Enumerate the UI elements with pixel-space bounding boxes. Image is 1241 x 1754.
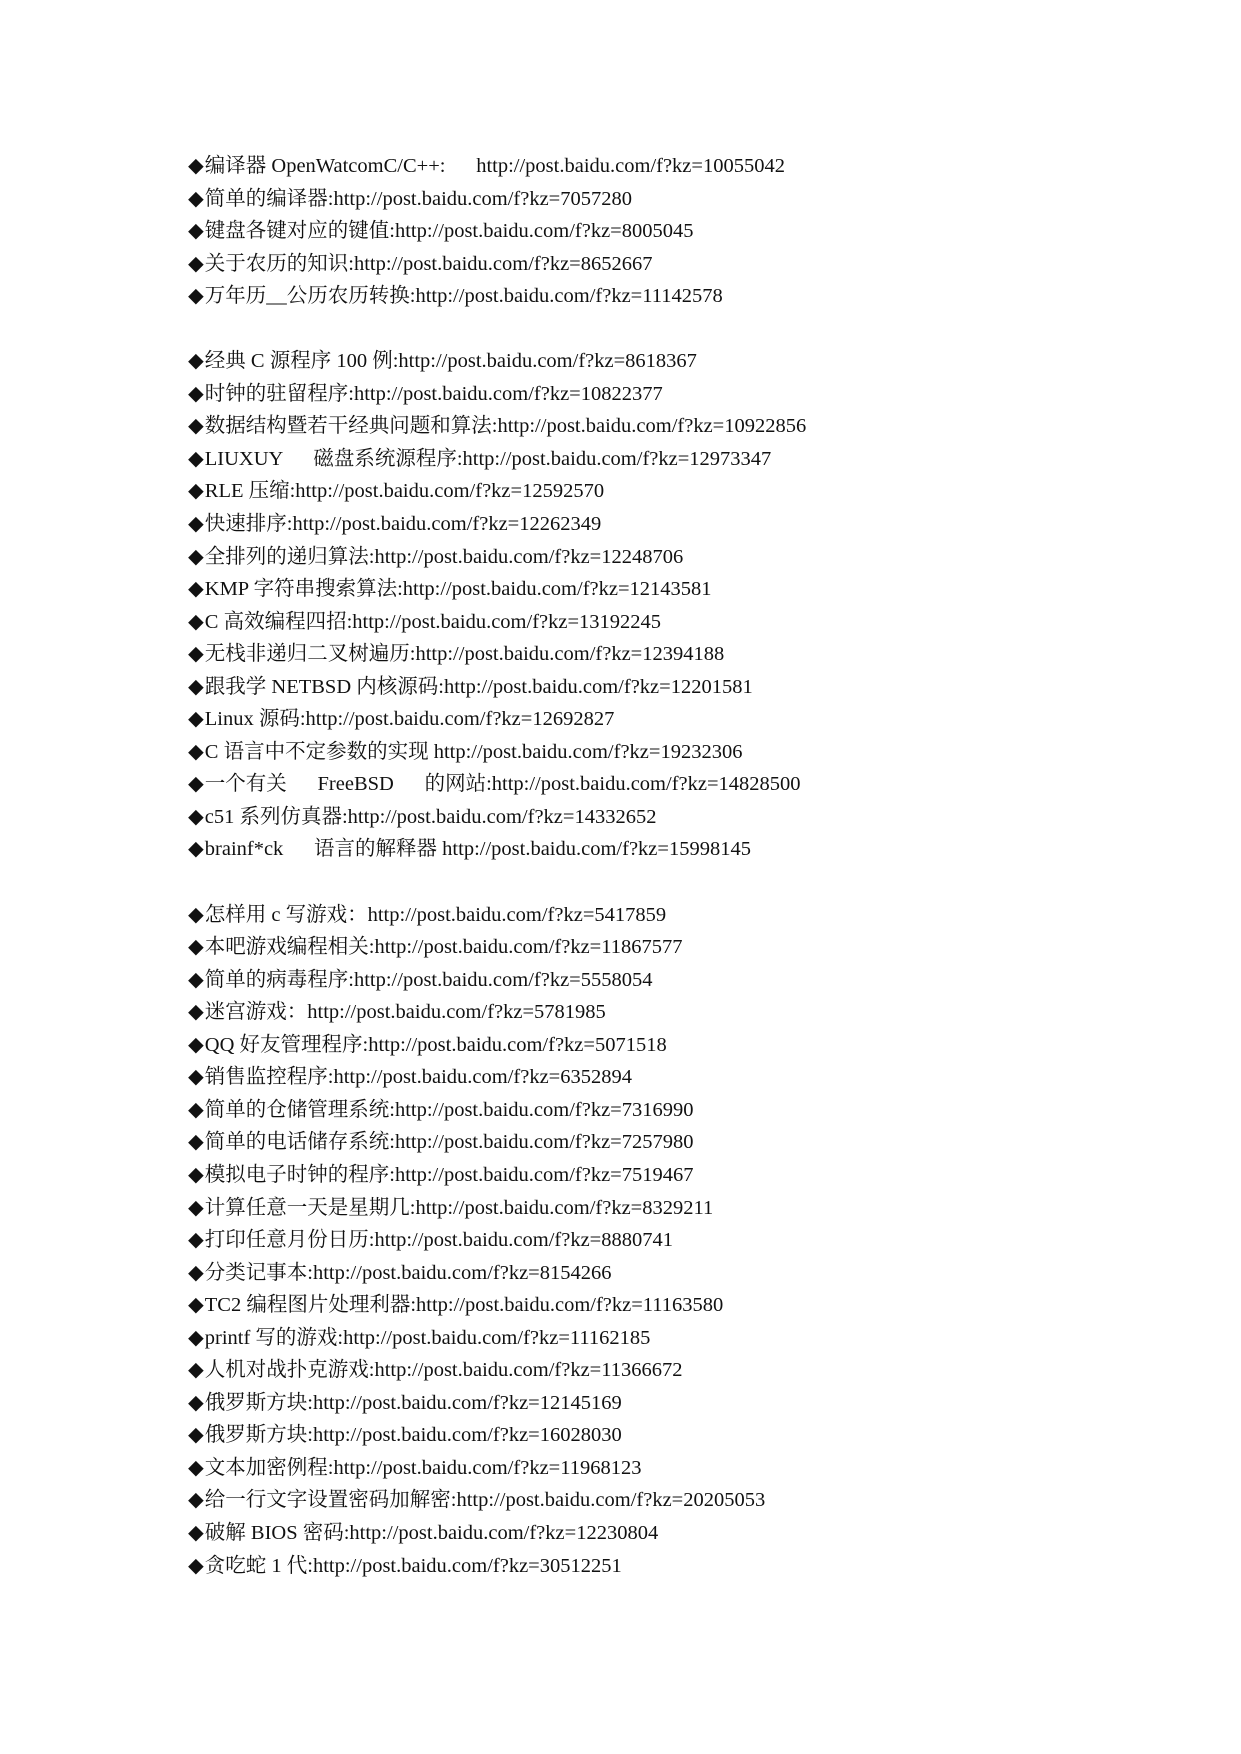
diamond-bullet-icon: ◆ xyxy=(188,1424,204,1447)
list-item xyxy=(188,801,1188,834)
list-item xyxy=(188,345,1188,378)
list-item-text: 迷宫游戏：http://post.baidu.com/f?kz=5781985 xyxy=(204,1001,606,1024)
diamond-bullet-icon: ◆ xyxy=(188,708,204,731)
list-item xyxy=(188,183,1188,216)
list-item xyxy=(188,443,1188,476)
list-item-text: 简单的编译器:http://post.baidu.com/f?kz=7057280 xyxy=(204,187,632,210)
list-item xyxy=(188,1289,1188,1322)
diamond-bullet-icon: ◆ xyxy=(188,350,204,373)
diamond-bullet-icon: ◆ xyxy=(188,1261,204,1284)
section-spacer xyxy=(188,866,1188,899)
list-item xyxy=(188,1517,1188,1550)
list-item-text: c51 系列仿真器:http://post.baidu.com/f?kz=14332652 xyxy=(204,805,657,828)
diamond-bullet-icon: ◆ xyxy=(188,1391,204,1414)
list-item-text: 分类记事本:http://post.baidu.com/f?kz=8154266 xyxy=(204,1261,612,1284)
list-item-text: 跟我学 NETBSD 内核源码:http://post.baidu.com/f?kz=12201581 xyxy=(204,675,753,698)
diamond-bullet-icon: ◆ xyxy=(188,382,204,405)
list-item xyxy=(188,541,1188,574)
diamond-bullet-icon: ◆ xyxy=(188,838,204,861)
list-item-text: Linux 源码:http://post.baidu.com/f?kz=12692827 xyxy=(204,708,615,731)
list-item-text: KMP 字符串搜索算法:http://post.baidu.com/f?kz=12143581 xyxy=(204,578,712,601)
list-item xyxy=(188,671,1188,704)
diamond-bullet-icon: ◆ xyxy=(188,578,204,601)
list-item-text: 一个有关 FreeBSD 的网站:http://post.baidu.com/f?kz=14828500 xyxy=(204,773,801,796)
list-item-text: 文本加密例程:http://post.baidu.com/f?kz=11968123 xyxy=(204,1456,642,1479)
list-item xyxy=(188,1484,1188,1517)
list-item xyxy=(188,638,1188,671)
list-item-text: 本吧游戏编程相关:http://post.baidu.com/f?kz=11867577 xyxy=(204,936,683,959)
list-item-text: 数据结构暨若干经典问题和算法:http://post.baidu.com/f?kz=10922856 xyxy=(204,415,807,438)
list-item xyxy=(188,1452,1188,1485)
diamond-bullet-icon: ◆ xyxy=(188,936,204,959)
list-item-text: 人机对战扑克游戏:http://post.baidu.com/f?kz=11366672 xyxy=(204,1359,683,1382)
list-item xyxy=(188,1159,1188,1192)
list-item-text: 经典 C 源程序 100 例:http://post.baidu.com/f?kz=8618367 xyxy=(204,350,697,373)
diamond-bullet-icon: ◆ xyxy=(188,513,204,536)
list-item xyxy=(188,606,1188,639)
list-item-text: 简单的电话储存系统:http://post.baidu.com/f?kz=7257980 xyxy=(204,1131,694,1154)
list-item xyxy=(188,1354,1188,1387)
list-item-text: QQ 好友管理程序:http://post.baidu.com/f?kz=5071518 xyxy=(204,1033,667,1056)
diamond-bullet-icon: ◆ xyxy=(188,220,204,243)
list-item xyxy=(188,1322,1188,1355)
link-list-section xyxy=(188,150,1188,313)
diamond-bullet-icon: ◆ xyxy=(188,1196,204,1219)
diamond-bullet-icon: ◆ xyxy=(188,545,204,568)
section-spacer xyxy=(188,313,1188,346)
diamond-bullet-icon: ◆ xyxy=(188,1554,204,1577)
list-item xyxy=(188,1224,1188,1257)
list-item xyxy=(188,703,1188,736)
list-item xyxy=(188,280,1188,313)
link-list-section xyxy=(188,345,1188,866)
list-item xyxy=(188,215,1188,248)
list-item-text: 快速排序:http://post.baidu.com/f?kz=12262349 xyxy=(204,513,602,536)
list-item xyxy=(188,475,1188,508)
list-item-text: 关于农历的知识:http://post.baidu.com/f?kz=8652667 xyxy=(204,252,653,275)
diamond-bullet-icon: ◆ xyxy=(188,447,204,470)
list-item xyxy=(188,964,1188,997)
diamond-bullet-icon: ◆ xyxy=(188,1326,204,1349)
list-item-text: 键盘各键对应的键值:http://post.baidu.com/f?kz=8005045 xyxy=(204,220,694,243)
diamond-bullet-icon: ◆ xyxy=(188,1294,204,1317)
list-item-text: 破解 BIOS 密码:http://post.baidu.com/f?kz=12230804 xyxy=(204,1521,659,1544)
list-item-text: LIUXUY 磁盘系统源程序:http://post.baidu.com/f?kz=12973347 xyxy=(204,447,772,470)
list-item xyxy=(188,378,1188,411)
list-item-text: 计算任意一天是星期几:http://post.baidu.com/f?kz=8329211 xyxy=(204,1196,714,1219)
diamond-bullet-icon: ◆ xyxy=(188,968,204,991)
list-item-text: C 高效编程四招:http://post.baidu.com/f?kz=13192245 xyxy=(204,610,662,633)
list-item xyxy=(188,833,1188,866)
list-item-text: 怎样用 c 写游戏：http://post.baidu.com/f?kz=5417859 xyxy=(204,903,667,926)
list-item xyxy=(188,1419,1188,1452)
diamond-bullet-icon: ◆ xyxy=(188,1229,204,1252)
document-page xyxy=(188,150,1188,1582)
list-item xyxy=(188,899,1188,932)
list-item xyxy=(188,931,1188,964)
list-item-text: 简单的仓储管理系统:http://post.baidu.com/f?kz=7316990 xyxy=(204,1098,694,1121)
diamond-bullet-icon: ◆ xyxy=(188,1456,204,1479)
diamond-bullet-icon: ◆ xyxy=(188,643,204,666)
diamond-bullet-icon: ◆ xyxy=(188,773,204,796)
list-item xyxy=(188,410,1188,443)
list-item xyxy=(188,573,1188,606)
list-item xyxy=(188,996,1188,1029)
list-item-text: 销售监控程序:http://post.baidu.com/f?kz=6352894 xyxy=(204,1066,632,1089)
list-item-text: 时钟的驻留程序:http://post.baidu.com/f?kz=10822377 xyxy=(204,382,663,405)
diamond-bullet-icon: ◆ xyxy=(188,155,204,177)
list-item-text: C 语言中不定参数的实现 http://post.baidu.com/f?kz=19232306 xyxy=(204,740,743,763)
list-item xyxy=(188,1192,1188,1225)
diamond-bullet-icon: ◆ xyxy=(188,1001,204,1024)
link-list-section xyxy=(188,899,1188,1582)
list-item xyxy=(188,1257,1188,1290)
list-item xyxy=(188,768,1188,801)
list-item-text: printf 写的游戏:http://post.baidu.com/f?kz=11162185 xyxy=(204,1326,651,1349)
diamond-bullet-icon: ◆ xyxy=(188,740,204,763)
diamond-bullet-icon: ◆ xyxy=(188,1066,204,1089)
list-item-text: RLE 压缩:http://post.baidu.com/f?kz=12592570 xyxy=(204,480,605,503)
diamond-bullet-icon: ◆ xyxy=(188,480,204,503)
diamond-bullet-icon: ◆ xyxy=(188,1359,204,1382)
diamond-bullet-icon: ◆ xyxy=(188,252,204,275)
list-item-text: 俄罗斯方块:http://post.baidu.com/f?kz=12145169 xyxy=(204,1391,622,1414)
list-item xyxy=(188,150,1188,183)
list-item-text: 俄罗斯方块:http://post.baidu.com/f?kz=16028030 xyxy=(204,1424,622,1447)
diamond-bullet-icon: ◆ xyxy=(188,1033,204,1056)
list-item xyxy=(188,1061,1188,1094)
list-item-text: 给一行文字设置密码加解密:http://post.baidu.com/f?kz=20205053 xyxy=(204,1489,766,1512)
list-item xyxy=(188,1550,1188,1583)
diamond-bullet-icon: ◆ xyxy=(188,285,204,308)
list-item-text: 无栈非递归二叉树遍历:http://post.baidu.com/f?kz=12394188 xyxy=(204,643,725,666)
list-item-text: 全排列的递归算法:http://post.baidu.com/f?kz=12248706 xyxy=(204,545,684,568)
diamond-bullet-icon: ◆ xyxy=(188,675,204,698)
list-item xyxy=(188,1387,1188,1420)
diamond-bullet-icon: ◆ xyxy=(188,415,204,438)
diamond-bullet-icon: ◆ xyxy=(188,1489,204,1512)
diamond-bullet-icon: ◆ xyxy=(188,1098,204,1121)
list-item xyxy=(188,1126,1188,1159)
diamond-bullet-icon: ◆ xyxy=(188,903,204,926)
list-item-text: TC2 编程图片处理利器:http://post.baidu.com/f?kz=11163580 xyxy=(204,1294,724,1317)
list-item xyxy=(188,1094,1188,1127)
list-item-text: 万年历__公历农历转换:http://post.baidu.com/f?kz=11142578 xyxy=(204,285,723,308)
list-item-text: 打印任意月份日历:http://post.baidu.com/f?kz=8880741 xyxy=(204,1229,673,1252)
diamond-bullet-icon: ◆ xyxy=(188,1131,204,1154)
list-item xyxy=(188,508,1188,541)
list-item-text: 编译器 OpenWatcomC/C++: http://post.baidu.com/f?kz=10055042 xyxy=(204,155,785,177)
diamond-bullet-icon: ◆ xyxy=(188,610,204,633)
list-item xyxy=(188,1029,1188,1062)
list-item-text: 模拟电子时钟的程序:http://post.baidu.com/f?kz=7519467 xyxy=(204,1163,694,1186)
diamond-bullet-icon: ◆ xyxy=(188,1521,204,1544)
list-item xyxy=(188,248,1188,281)
list-item xyxy=(188,736,1188,769)
diamond-bullet-icon: ◆ xyxy=(188,187,204,210)
list-item-text: 简单的病毒程序:http://post.baidu.com/f?kz=5558054 xyxy=(204,968,653,991)
list-item-text: 贪吃蛇 1 代:http://post.baidu.com/f?kz=30512251 xyxy=(204,1554,622,1577)
diamond-bullet-icon: ◆ xyxy=(188,805,204,828)
diamond-bullet-icon: ◆ xyxy=(188,1163,204,1186)
list-item-text: brainf*ck 语言的解释器 http://post.baidu.com/f?kz=15998145 xyxy=(204,838,751,861)
